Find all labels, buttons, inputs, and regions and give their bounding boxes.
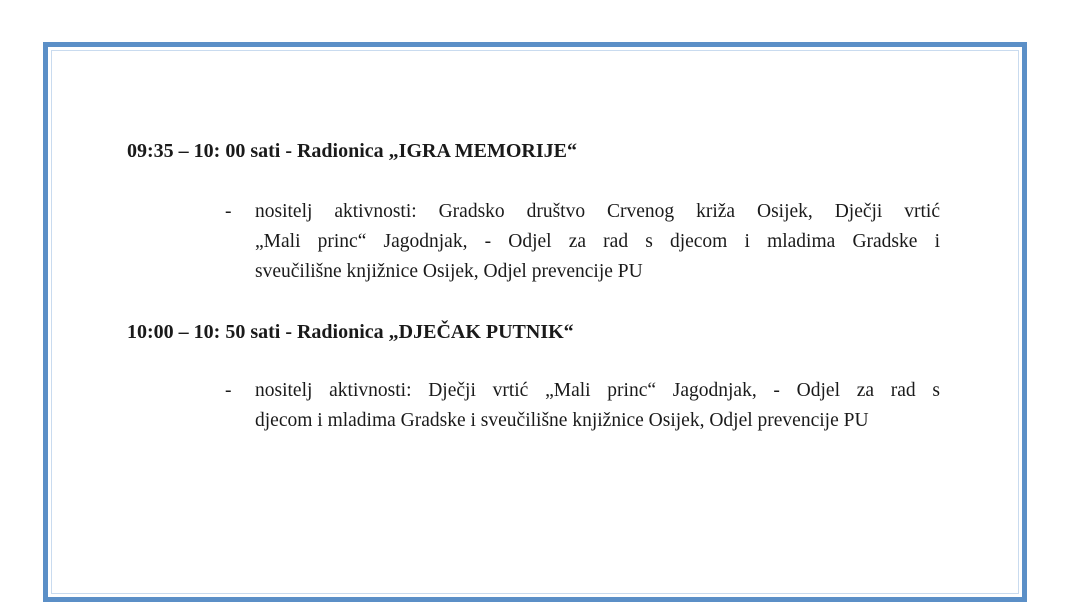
section-heading-djecak-putnik: 10:00 – 10: 50 sati - Radionica „DJEČAK PUTNIK“: [127, 321, 574, 343]
item-line: nositelj aktivnosti: Dječji vrtić „Mali princ“ Jagodnjak, - Odjel za rad s: [255, 380, 940, 401]
item-text: [255, 376, 940, 436]
item-line: nositelj aktivnosti: Gradsko društvo Crvenog križa Osijek, Dječji vrtić: [255, 201, 940, 222]
item-line: „Mali princ“ Jagodnjak, - Odjel za rad s djecom i mladima Gradske i: [255, 231, 940, 252]
item-text: [255, 197, 940, 287]
list-bullet: -: [225, 380, 232, 401]
item-line: sveučilišne knjižnice Osijek, Odjel prevencije PU: [255, 261, 643, 282]
list-bullet: -: [225, 201, 232, 222]
section-heading-igra-memorije: 09:35 – 10: 00 sati - Radionica „IGRA MEMORIJE“: [127, 140, 577, 162]
item-line: djecom i mladima Gradske i sveučilišne knjižnice Osijek, Odjel prevencije PU: [255, 410, 869, 431]
